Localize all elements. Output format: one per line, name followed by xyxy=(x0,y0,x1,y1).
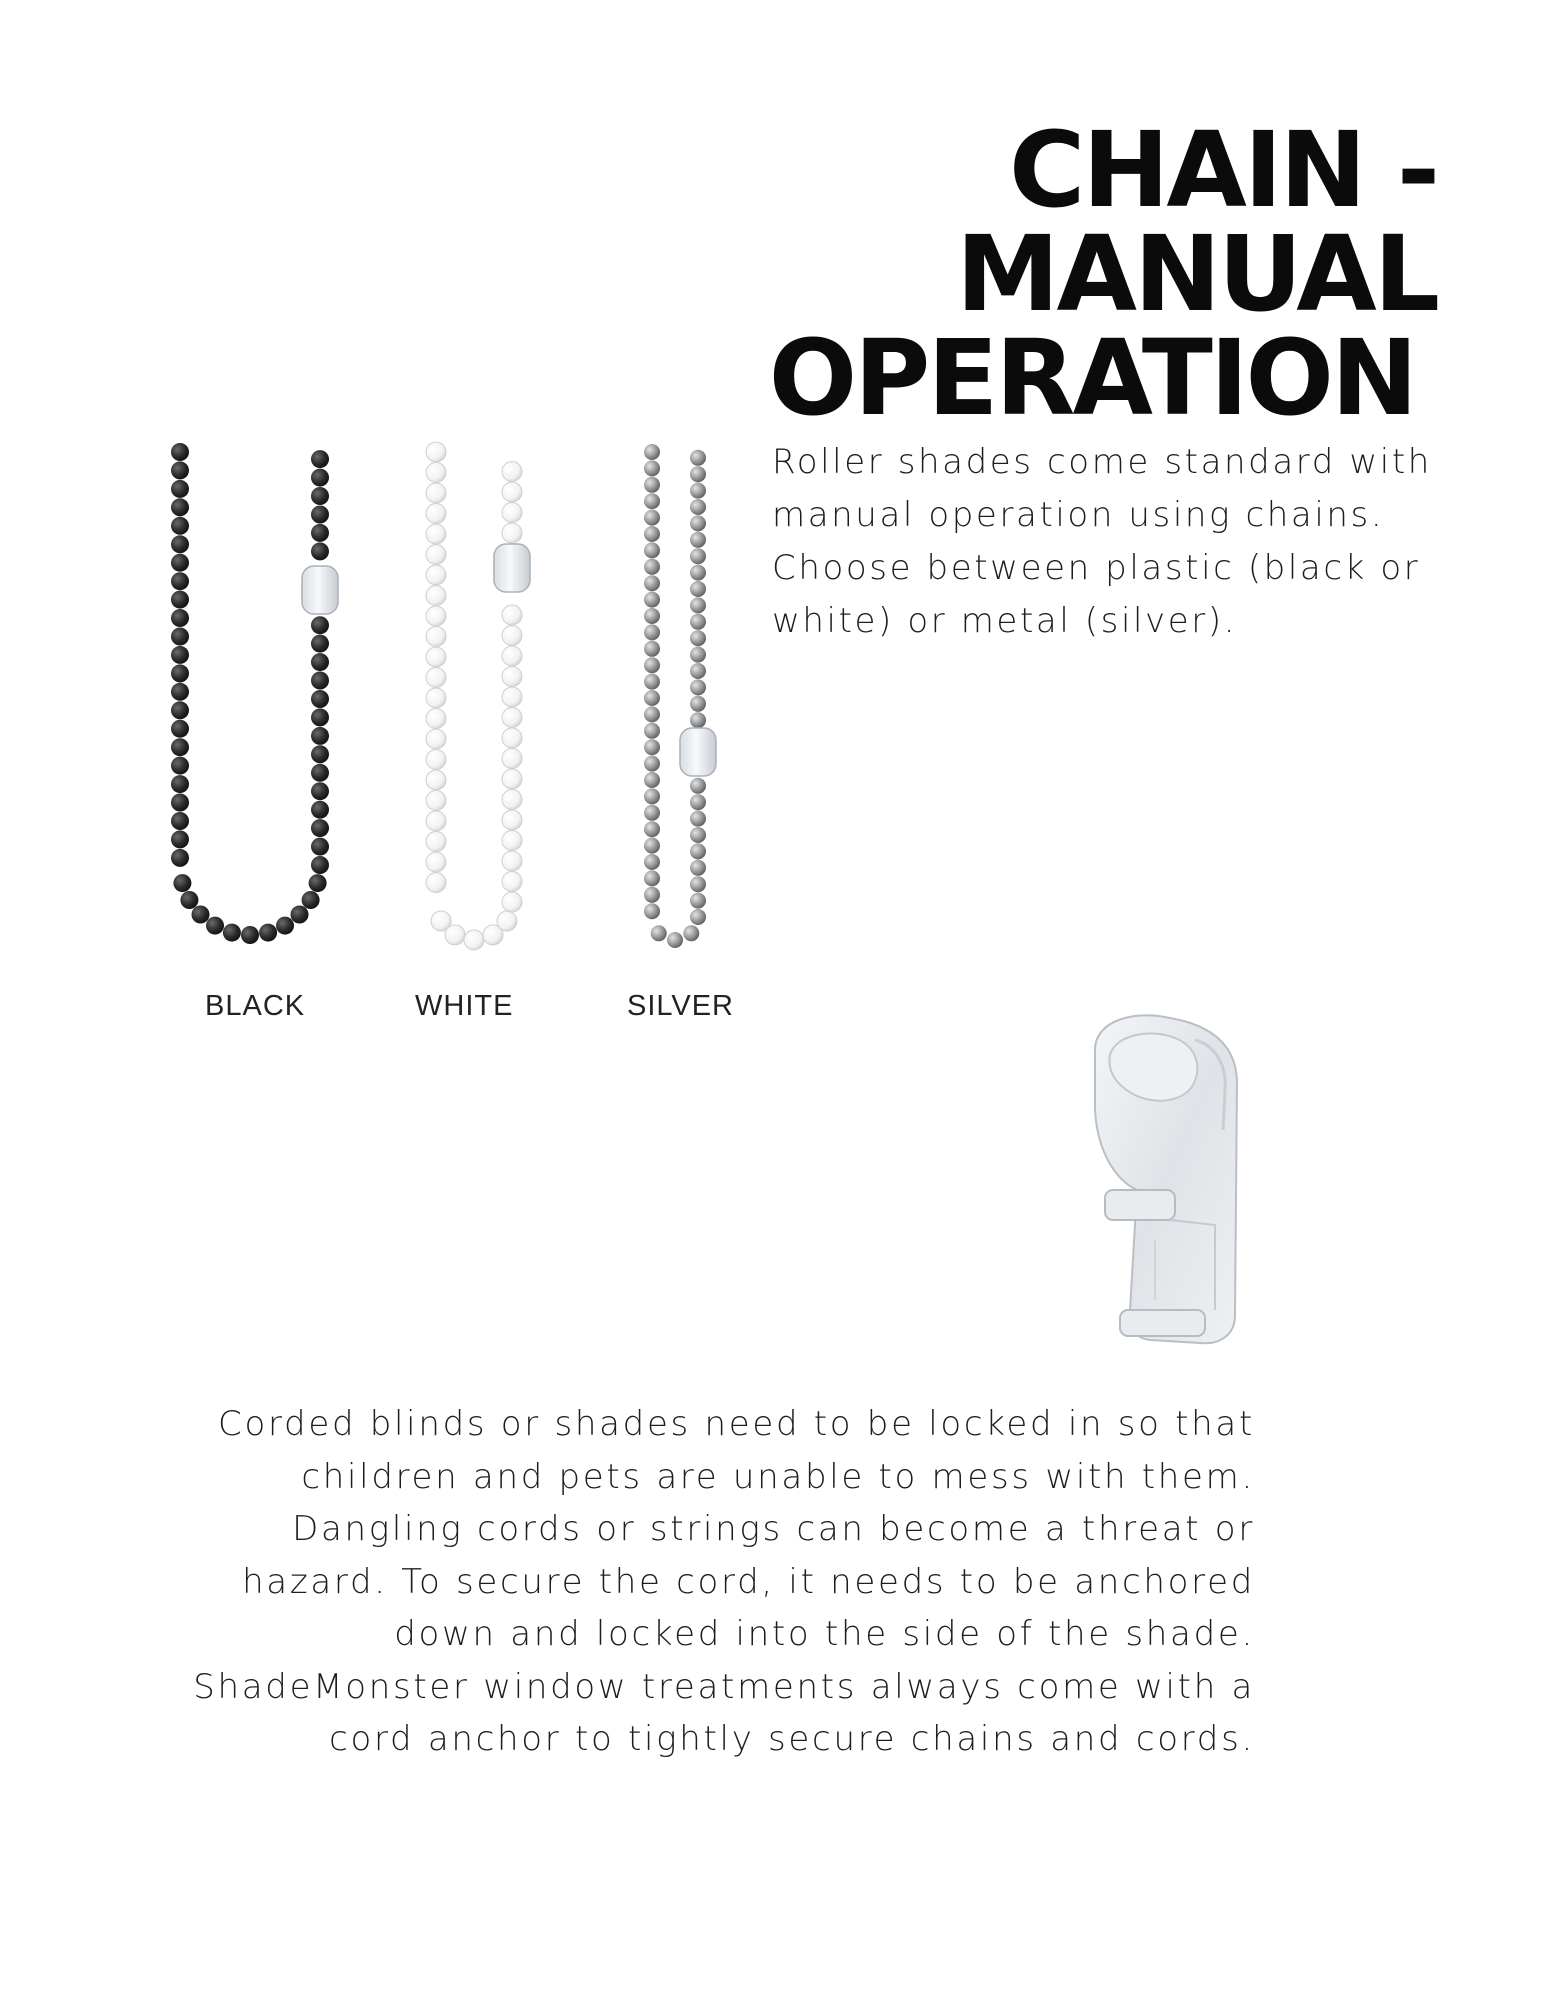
chain-bead xyxy=(311,856,329,874)
chain-bead xyxy=(502,892,522,912)
chain-bead xyxy=(502,503,522,523)
chain-bead xyxy=(644,756,660,772)
chain-bead xyxy=(644,575,660,591)
chain-bead xyxy=(644,542,660,558)
chain-bead xyxy=(644,690,660,706)
chain-bead xyxy=(311,469,329,487)
chain-bead xyxy=(502,810,522,830)
chain-bead xyxy=(311,616,329,634)
chain-bead xyxy=(311,708,329,726)
chain-bead xyxy=(426,709,446,729)
title-line-2: OPERATION xyxy=(768,317,1415,439)
chain-bead xyxy=(644,444,660,460)
chain-bead xyxy=(291,906,309,924)
chain-bead xyxy=(426,627,446,647)
chain-bead xyxy=(426,586,446,606)
chain-bead xyxy=(426,647,446,667)
chain-bead xyxy=(644,887,660,903)
black-chain xyxy=(171,443,338,944)
chain-bead xyxy=(426,442,446,462)
chain-bead xyxy=(426,524,446,544)
chain-bead xyxy=(690,450,706,466)
chain-bead xyxy=(690,811,706,827)
chain-bead xyxy=(690,843,706,859)
chain-bead xyxy=(311,745,329,763)
chain-bead xyxy=(426,606,446,626)
chain-bead xyxy=(311,635,329,653)
chain-bead xyxy=(171,849,189,867)
chain-bead xyxy=(311,542,329,560)
chain-bead xyxy=(644,559,660,575)
chain-bead xyxy=(502,749,522,769)
chain-bead xyxy=(497,911,517,931)
chain-bead xyxy=(426,504,446,524)
chain-bead xyxy=(171,498,189,516)
chain-bead xyxy=(426,483,446,503)
chain-samples-illustration xyxy=(150,440,750,960)
chain-bead xyxy=(690,860,706,876)
chain-bead xyxy=(644,592,660,608)
chain-bead xyxy=(644,706,660,722)
chain-bead xyxy=(426,811,446,831)
chain-bead xyxy=(502,482,522,502)
chain-bead xyxy=(644,460,660,476)
chain-bead xyxy=(690,663,706,679)
chain-bead xyxy=(644,788,660,804)
chain-bead xyxy=(171,720,189,738)
chain-bead xyxy=(171,554,189,572)
chain-bead xyxy=(502,708,522,728)
chain-bead xyxy=(311,801,329,819)
chain-bead xyxy=(311,524,329,542)
chain-bead xyxy=(171,646,189,664)
chain-stopper xyxy=(680,728,716,776)
chain-bead xyxy=(426,832,446,852)
chain-bead xyxy=(171,701,189,719)
chain-bead xyxy=(223,924,241,942)
chain-bead xyxy=(502,462,522,482)
chain-bead xyxy=(690,712,706,728)
chain-bead xyxy=(690,614,706,630)
chain-bead xyxy=(171,517,189,535)
chain-label-white: WHITE xyxy=(415,990,514,1022)
chain-bead xyxy=(690,679,706,695)
chain-bead xyxy=(644,772,660,788)
chain-bead xyxy=(259,924,277,942)
chain-stopper xyxy=(494,544,530,592)
chain-bead xyxy=(426,668,446,688)
chain-bead xyxy=(502,790,522,810)
cord-anchor-paragraph: Corded blinds or shades need to be locked in so that children and pets are unable to mess with them. Dangling cords or strings can become a threat or hazard. To secure the cord, it needs to be anchored down and locked into the side of the shade. ShadeMonster window treatments always come with a cord anchor to tightly secure chains and cords. xyxy=(193,1404,1255,1759)
chain-bead xyxy=(171,683,189,701)
chain-bead xyxy=(690,548,706,564)
chain-bead xyxy=(690,876,706,892)
chain-bead xyxy=(445,925,465,945)
chain-bead xyxy=(171,535,189,553)
chain-bead xyxy=(690,778,706,794)
chain-bead xyxy=(644,608,660,624)
chain-bead xyxy=(171,775,189,793)
chain-bead xyxy=(690,466,706,482)
chain-bead xyxy=(171,628,189,646)
chain-bead xyxy=(644,674,660,690)
chain-bead xyxy=(206,917,224,935)
chain-bead xyxy=(690,565,706,581)
chain-bead xyxy=(644,854,660,870)
chain-bead xyxy=(171,738,189,756)
chain-bead xyxy=(302,891,320,909)
chain-bead xyxy=(171,757,189,775)
chain-bead xyxy=(644,657,660,673)
chain-bead xyxy=(667,932,683,948)
chain-bead xyxy=(311,782,329,800)
chain-bead xyxy=(502,605,522,625)
chain-label-silver: SILVER xyxy=(627,990,735,1022)
chain-bead xyxy=(311,838,329,856)
chain-bead xyxy=(426,770,446,790)
chain-bead xyxy=(309,874,327,892)
chain-bead xyxy=(690,647,706,663)
chain-bead xyxy=(502,523,522,543)
chain-bead xyxy=(644,641,660,657)
chain-bead xyxy=(171,812,189,830)
chain-bead xyxy=(173,874,191,892)
chain-bead xyxy=(502,831,522,851)
chain-stopper xyxy=(302,566,338,614)
chain-bead xyxy=(171,480,189,498)
chain-bead xyxy=(276,917,294,935)
chain-bead xyxy=(241,926,259,944)
chain-bead xyxy=(502,646,522,666)
chain-bead xyxy=(690,597,706,613)
chain-bead xyxy=(192,906,210,924)
chain-bead xyxy=(426,873,446,893)
chain-bead xyxy=(644,739,660,755)
chain-bead xyxy=(426,791,446,811)
chain-bead xyxy=(502,851,522,871)
chain-bead xyxy=(171,830,189,848)
chain-bead xyxy=(690,630,706,646)
chain-bead xyxy=(644,477,660,493)
chain-bead xyxy=(426,688,446,708)
chain-bead xyxy=(644,821,660,837)
chain-label-black: BLACK xyxy=(205,990,306,1022)
chain-bead xyxy=(502,769,522,789)
chain-bead xyxy=(690,532,706,548)
chain-bead xyxy=(426,750,446,770)
chain-bead xyxy=(171,461,189,479)
chain-bead xyxy=(171,591,189,609)
chain-bead xyxy=(690,696,706,712)
chain-bead xyxy=(171,609,189,627)
chain-bead xyxy=(690,794,706,810)
chain-bead xyxy=(426,565,446,585)
chain-bead xyxy=(690,893,706,909)
white-chain xyxy=(426,442,530,950)
chain-bead xyxy=(311,690,329,708)
chain-bead xyxy=(644,624,660,640)
chain-bead xyxy=(644,838,660,854)
chain-bead xyxy=(690,827,706,843)
chain-bead xyxy=(690,483,706,499)
chain-bead xyxy=(311,819,329,837)
chain-bead xyxy=(311,672,329,690)
chain-bead xyxy=(690,909,706,925)
chain-bead xyxy=(683,925,699,941)
chain-bead xyxy=(644,723,660,739)
chain-bead xyxy=(644,510,660,526)
page-title xyxy=(537,109,1437,439)
chain-bead xyxy=(426,463,446,483)
chain-bead xyxy=(651,925,667,941)
chain-samples-image xyxy=(150,440,750,960)
cord-anchor-image xyxy=(1075,1010,1245,1350)
title-line-1: CHAIN - MANUAL xyxy=(955,109,1437,335)
chain-bead xyxy=(690,515,706,531)
chain-bead xyxy=(311,653,329,671)
chain-bead xyxy=(180,891,198,909)
chain-bead xyxy=(311,487,329,505)
chain-bead xyxy=(171,572,189,590)
chain-bead xyxy=(171,794,189,812)
chain-bead xyxy=(171,443,189,461)
chain-bead xyxy=(690,581,706,597)
chain-bead xyxy=(311,506,329,524)
chain-bead xyxy=(426,545,446,565)
chain-bead xyxy=(426,852,446,872)
chain-bead xyxy=(644,903,660,919)
chain-bead xyxy=(464,930,484,950)
chain-bead xyxy=(502,728,522,748)
chain-bead xyxy=(171,664,189,682)
chain-bead xyxy=(311,450,329,468)
chain-bead xyxy=(690,499,706,515)
chain-bead xyxy=(502,667,522,687)
intro-paragraph: Roller shades come standard with manual operation using chains. Choose between plastic (black or white) or metal (silver). xyxy=(772,442,1432,641)
chain-bead xyxy=(644,805,660,821)
chain-bead xyxy=(644,870,660,886)
silver-chain xyxy=(644,444,716,948)
chain-bead xyxy=(502,626,522,646)
chain-bead xyxy=(644,526,660,542)
chain-bead xyxy=(311,764,329,782)
chain-bead xyxy=(502,687,522,707)
chain-bead xyxy=(426,729,446,749)
chain-bead xyxy=(502,872,522,892)
chain-bead xyxy=(644,493,660,509)
chain-bead xyxy=(311,727,329,745)
